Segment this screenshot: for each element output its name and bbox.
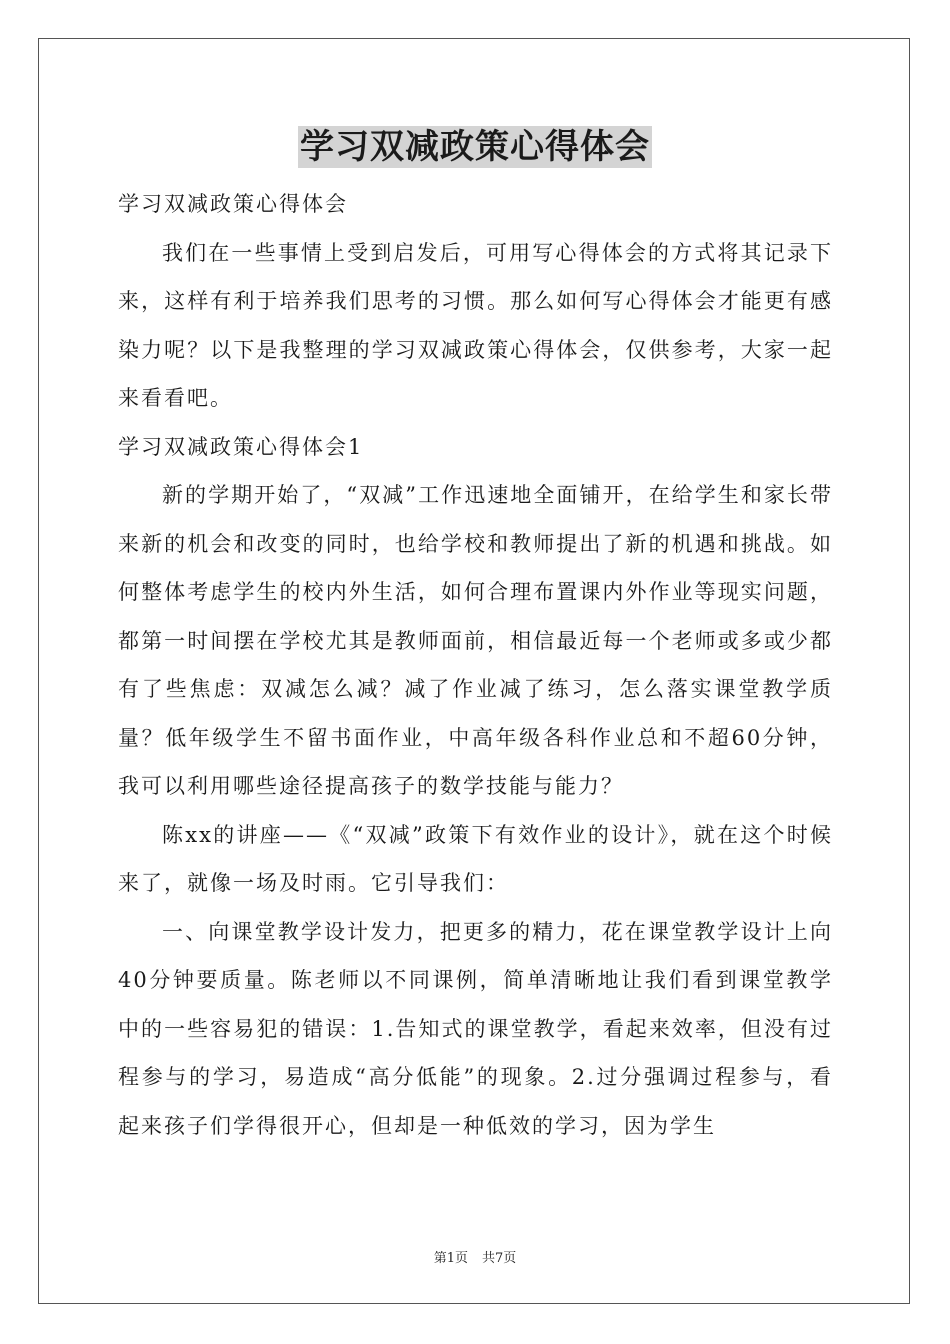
body-paragraph: 新的学期开始了，“双减”工作迅速地全面铺开，在给学生和家长带来新的机会和改变的同时，也给学校和教师提出了新的机遇和挑战。如何整体考虑学生的校内外生活，如何合理布置课内外作业等现实问题，都第一时间摆在学校尤其是教师面前，相信最近每一个老师或多或少都有了些焦虑：双减怎么减？减了作业减了练习，怎么落实课堂教学质量？低年级学生不留书面作业，中高年级各科作业总和不超60分钟，我可以利用哪些途径提高孩子的数学技能与能力？ [118,483,833,798]
title-container [0,126,950,168]
section-heading: 学习双减政策心得体会1 [118,434,364,459]
body-paragraph: 陈xx的讲座——《“双减”政策下有效作业的设计》，就在这个时候来了，就像一场及时雨。它引导我们： [118,822,833,895]
document-title: 学习双减政策心得体会 [300,127,650,167]
page-total: 共7页 [482,1251,517,1266]
page-footer [0,1247,950,1266]
body-paragraph: 一、向课堂教学设计发力，把更多的精力，花在课堂教学设计上向40分钟要质量。陈老师以不同课例，简单清晰地让我们看到课堂教学中的一些容易犯的错误：1.告知式的课堂教学，看起来效率，但没有过程参与的学习，易造成“高分低能”的现象。2.过分强调过程参与，看起来孩子们学得很开心，但却是一种低效的学习，因为学生 [118,919,833,1138]
page-number: 第1页 [433,1251,468,1266]
subtitle-line: 学习双减政策心得体会 [118,192,348,216]
document-body [118,180,833,1150]
intro-paragraph: 我们在一些事情上受到启发后，可用写心得体会的方式将其记录下来，这样有利于培养我们思考的习惯。那么如何写心得体会才能更有感染力呢？以下是我整理的学习双减政策心得体会，仅供参考，大家一起来看看吧。 [118,240,833,410]
